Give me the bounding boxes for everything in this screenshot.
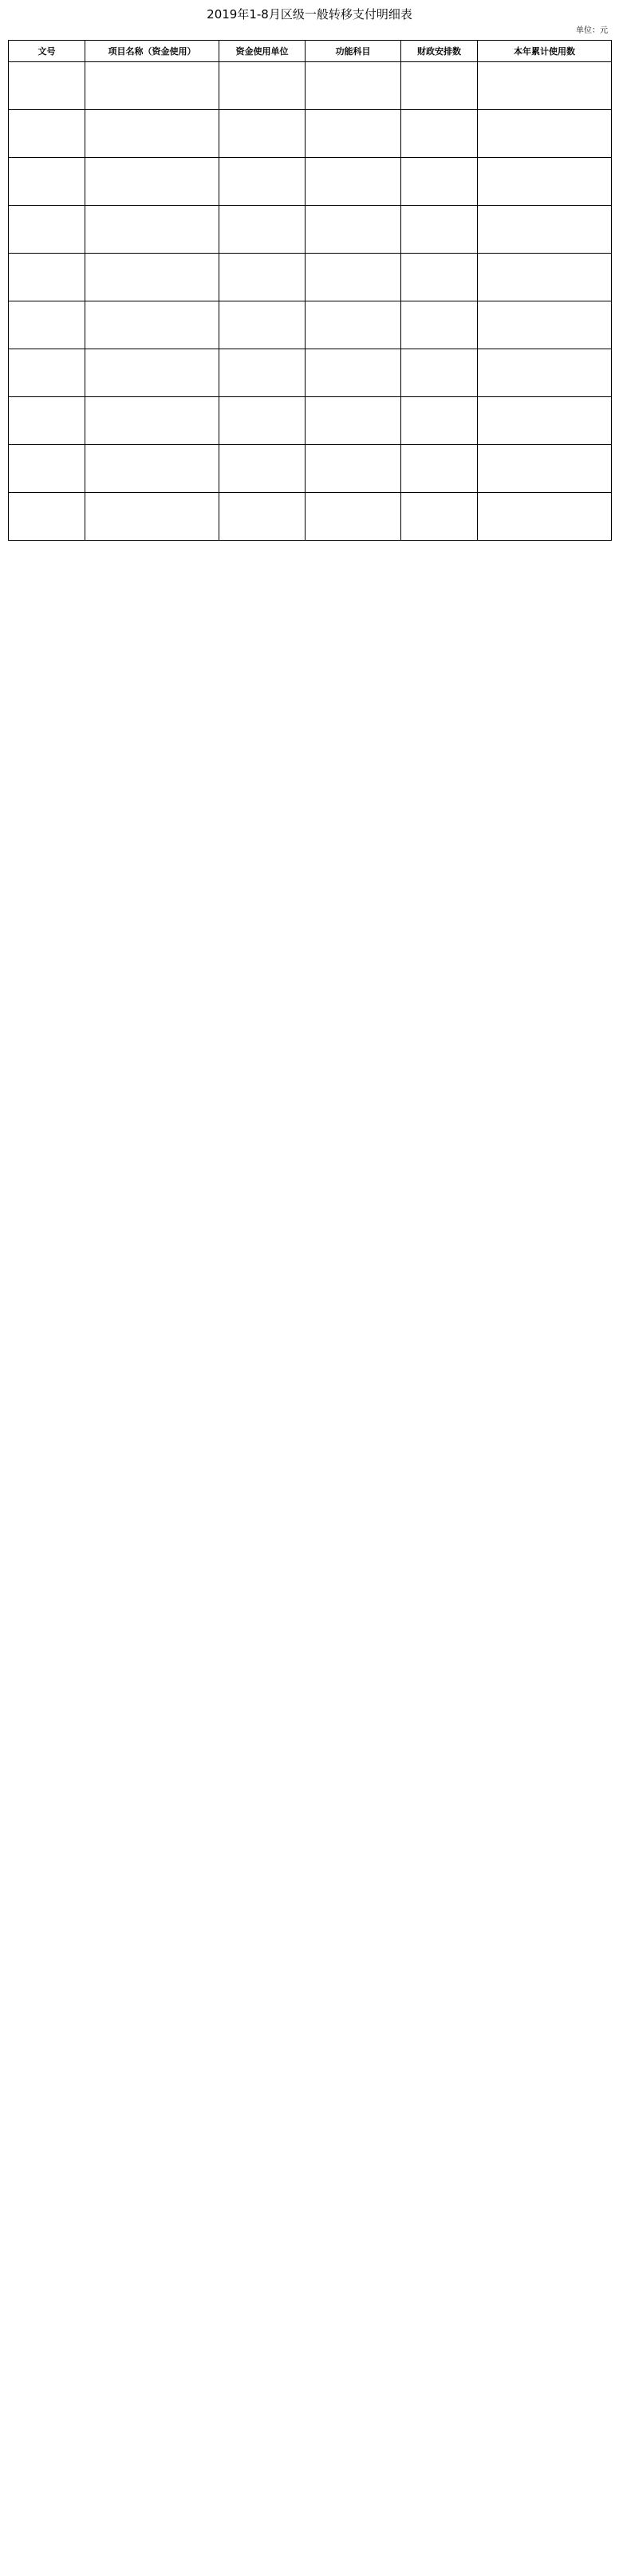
table-row [9,301,612,349]
table-row [9,62,612,110]
unit-label: 单位：元 [576,26,608,35]
table-row [9,397,612,445]
table-row [9,349,612,397]
table-row [9,206,612,254]
table-row [9,110,612,158]
table-row [9,254,612,301]
table-body [9,62,612,541]
table-header [9,41,612,62]
column-header-document-number: 文号 [9,41,85,62]
column-header-ytd-used: 本年累计使用数 [478,41,612,62]
table-row [9,445,612,493]
table-row [9,158,612,206]
header-row [9,41,612,62]
allocation-table [8,40,612,541]
column-header-funding-unit: 资金使用单位 [219,41,306,62]
column-header-budget-amount: 财政安排数 [401,41,478,62]
document-title: 2019年1-8月区级一般转移支付明细表 [207,7,412,22]
column-header-project-name: 项目名称（资金使用） [85,41,219,62]
table-row [9,493,612,541]
column-header-function-subject: 功能科目 [306,41,401,62]
